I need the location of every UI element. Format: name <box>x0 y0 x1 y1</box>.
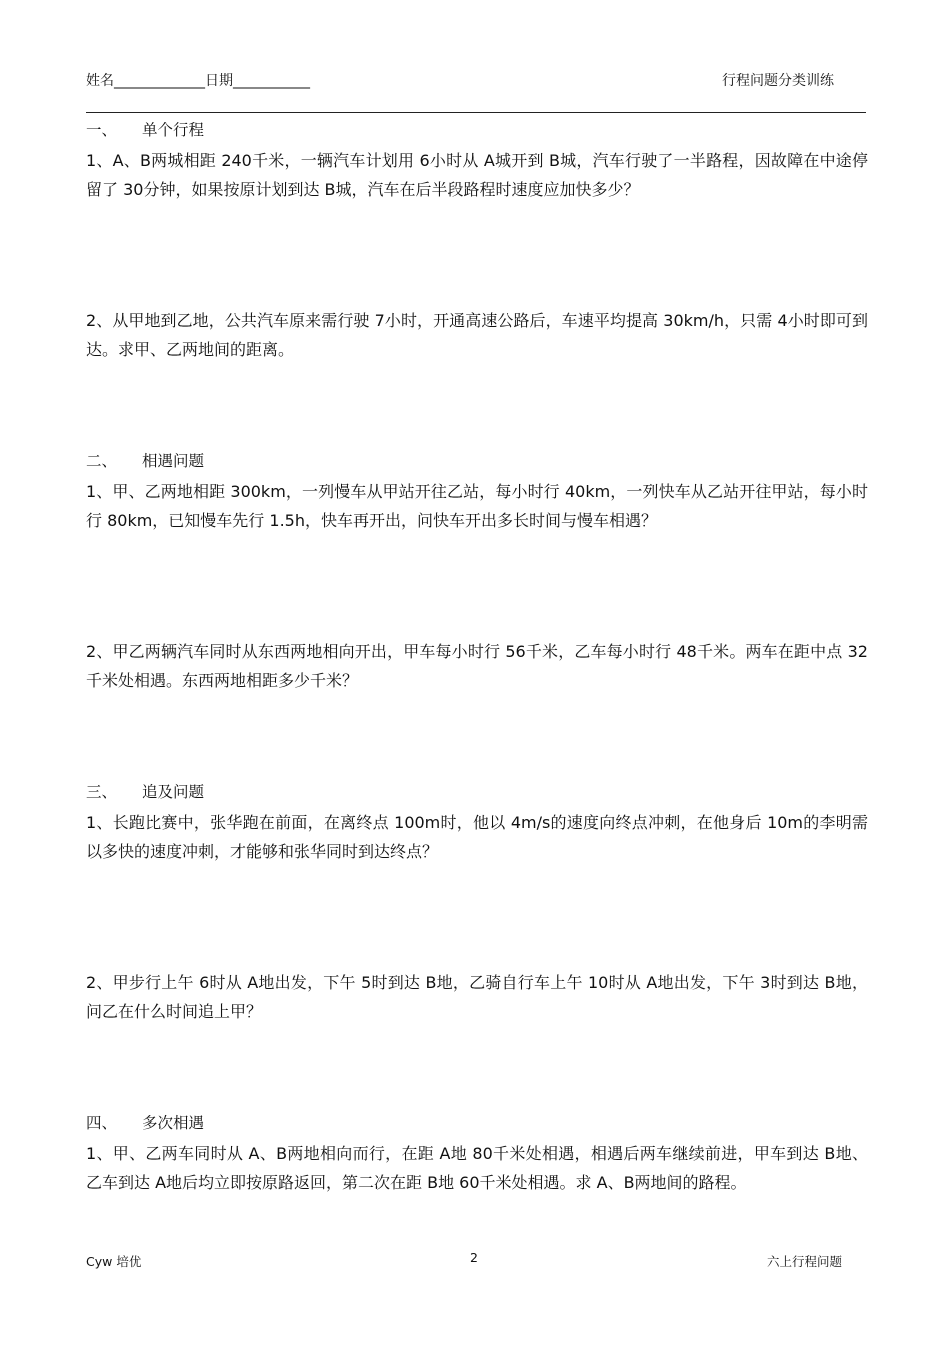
section-title <box>86 1111 868 1135</box>
problem-4-1: 1、甲、乙两车同时从 A、B两地相向而行，在距 A地 80千米处相遇，相遇后两车继续前进，甲车到达 B地、乙车到达 A地后均立即按原路返回，第二次在距 B地 60千米处相遇。求 A、B两地间的路程。 <box>86 1144 868 1192</box>
worksheet-body <box>86 118 868 1197</box>
problem-2-2: 2、甲乙两辆汽车同时从东西两地相向开出，甲车每小时行 56千米，乙车每小时行 48千米。两车在距中点 32千米处相遇。东西两地相距多少千米？ <box>86 642 868 690</box>
footer-topic: 六上行程问题 <box>766 1254 842 1269</box>
footer-brand: Cyw 培优 <box>86 1254 142 1269</box>
answer-space <box>86 204 868 302</box>
section-number: 二、 <box>86 452 118 470</box>
answer-space <box>86 866 868 964</box>
section-title <box>86 118 868 142</box>
section-number: 四、 <box>86 1114 118 1132</box>
section-title <box>86 780 868 804</box>
section-number: 一、 <box>86 121 118 139</box>
problem-2-1: 1、甲、乙两地相距 300km，一列慢车从甲站开往乙站，每小时行 40km，一列快车从乙站开往甲站，每小时行 80km，已知慢车先行 1.5h，快车再开出，问快车开出多长时间与慢车相遇？ <box>86 482 868 530</box>
doc-title: 行程问题分类训练 <box>722 73 834 89</box>
problem-1-2: 2、从甲地到乙地，公共汽车原来需行驶 7小时，开通高速公路后，车速平均提高 30km/h，只需 4小时即可到达。求甲、乙两地间的距离。 <box>86 311 868 359</box>
problem-3-1: 1、长跑比赛中，张华跑在前面，在离终点 100m时，他以 4m/s的速度向终点冲刺，在他身后 10m的李明需以多快的速度冲刺，才能够和张华同时到达终点？ <box>86 813 868 861</box>
date-label: 日期 <box>205 73 233 89</box>
section-4 <box>86 1111 868 1197</box>
section-2 <box>86 449 868 780</box>
answer-space <box>86 364 868 449</box>
section-heading: 追及问题 <box>142 783 205 801</box>
page-number: 2 <box>470 1250 478 1265</box>
answer-space <box>86 1026 868 1111</box>
section-number: 三、 <box>86 783 118 801</box>
section-3 <box>86 780 868 1111</box>
name-blank: _____________ <box>114 73 205 89</box>
name-label: 姓名 <box>86 73 114 89</box>
answer-space <box>86 535 868 633</box>
answer-space <box>86 695 868 780</box>
problem-3-2: 2、甲步行上午 6时从 A地出发，下午 5时到达 B地，乙骑自行车上午 10时从 A地出发，下午 3时到达 B地，问乙在什么时间追上甲？ <box>86 973 868 1021</box>
section-heading: 相遇问题 <box>142 452 205 470</box>
problem-1-1: 1、A、B两城相距 240千米，一辆汽车计划用 6小时从 A城开到 B城，汽车行驶了一半路程，因故障在中途停留了 30分钟，如果按原计划到达 B城，汽车在后半段路程时速度应加快多少？ <box>86 151 868 199</box>
section-heading: 多次相遇 <box>142 1114 205 1132</box>
header-divider <box>86 112 866 113</box>
header-fields <box>86 70 310 90</box>
date-blank: ___________ <box>233 73 310 89</box>
section-1 <box>86 118 868 449</box>
section-heading: 单个行程 <box>142 121 205 139</box>
section-title <box>86 449 868 473</box>
